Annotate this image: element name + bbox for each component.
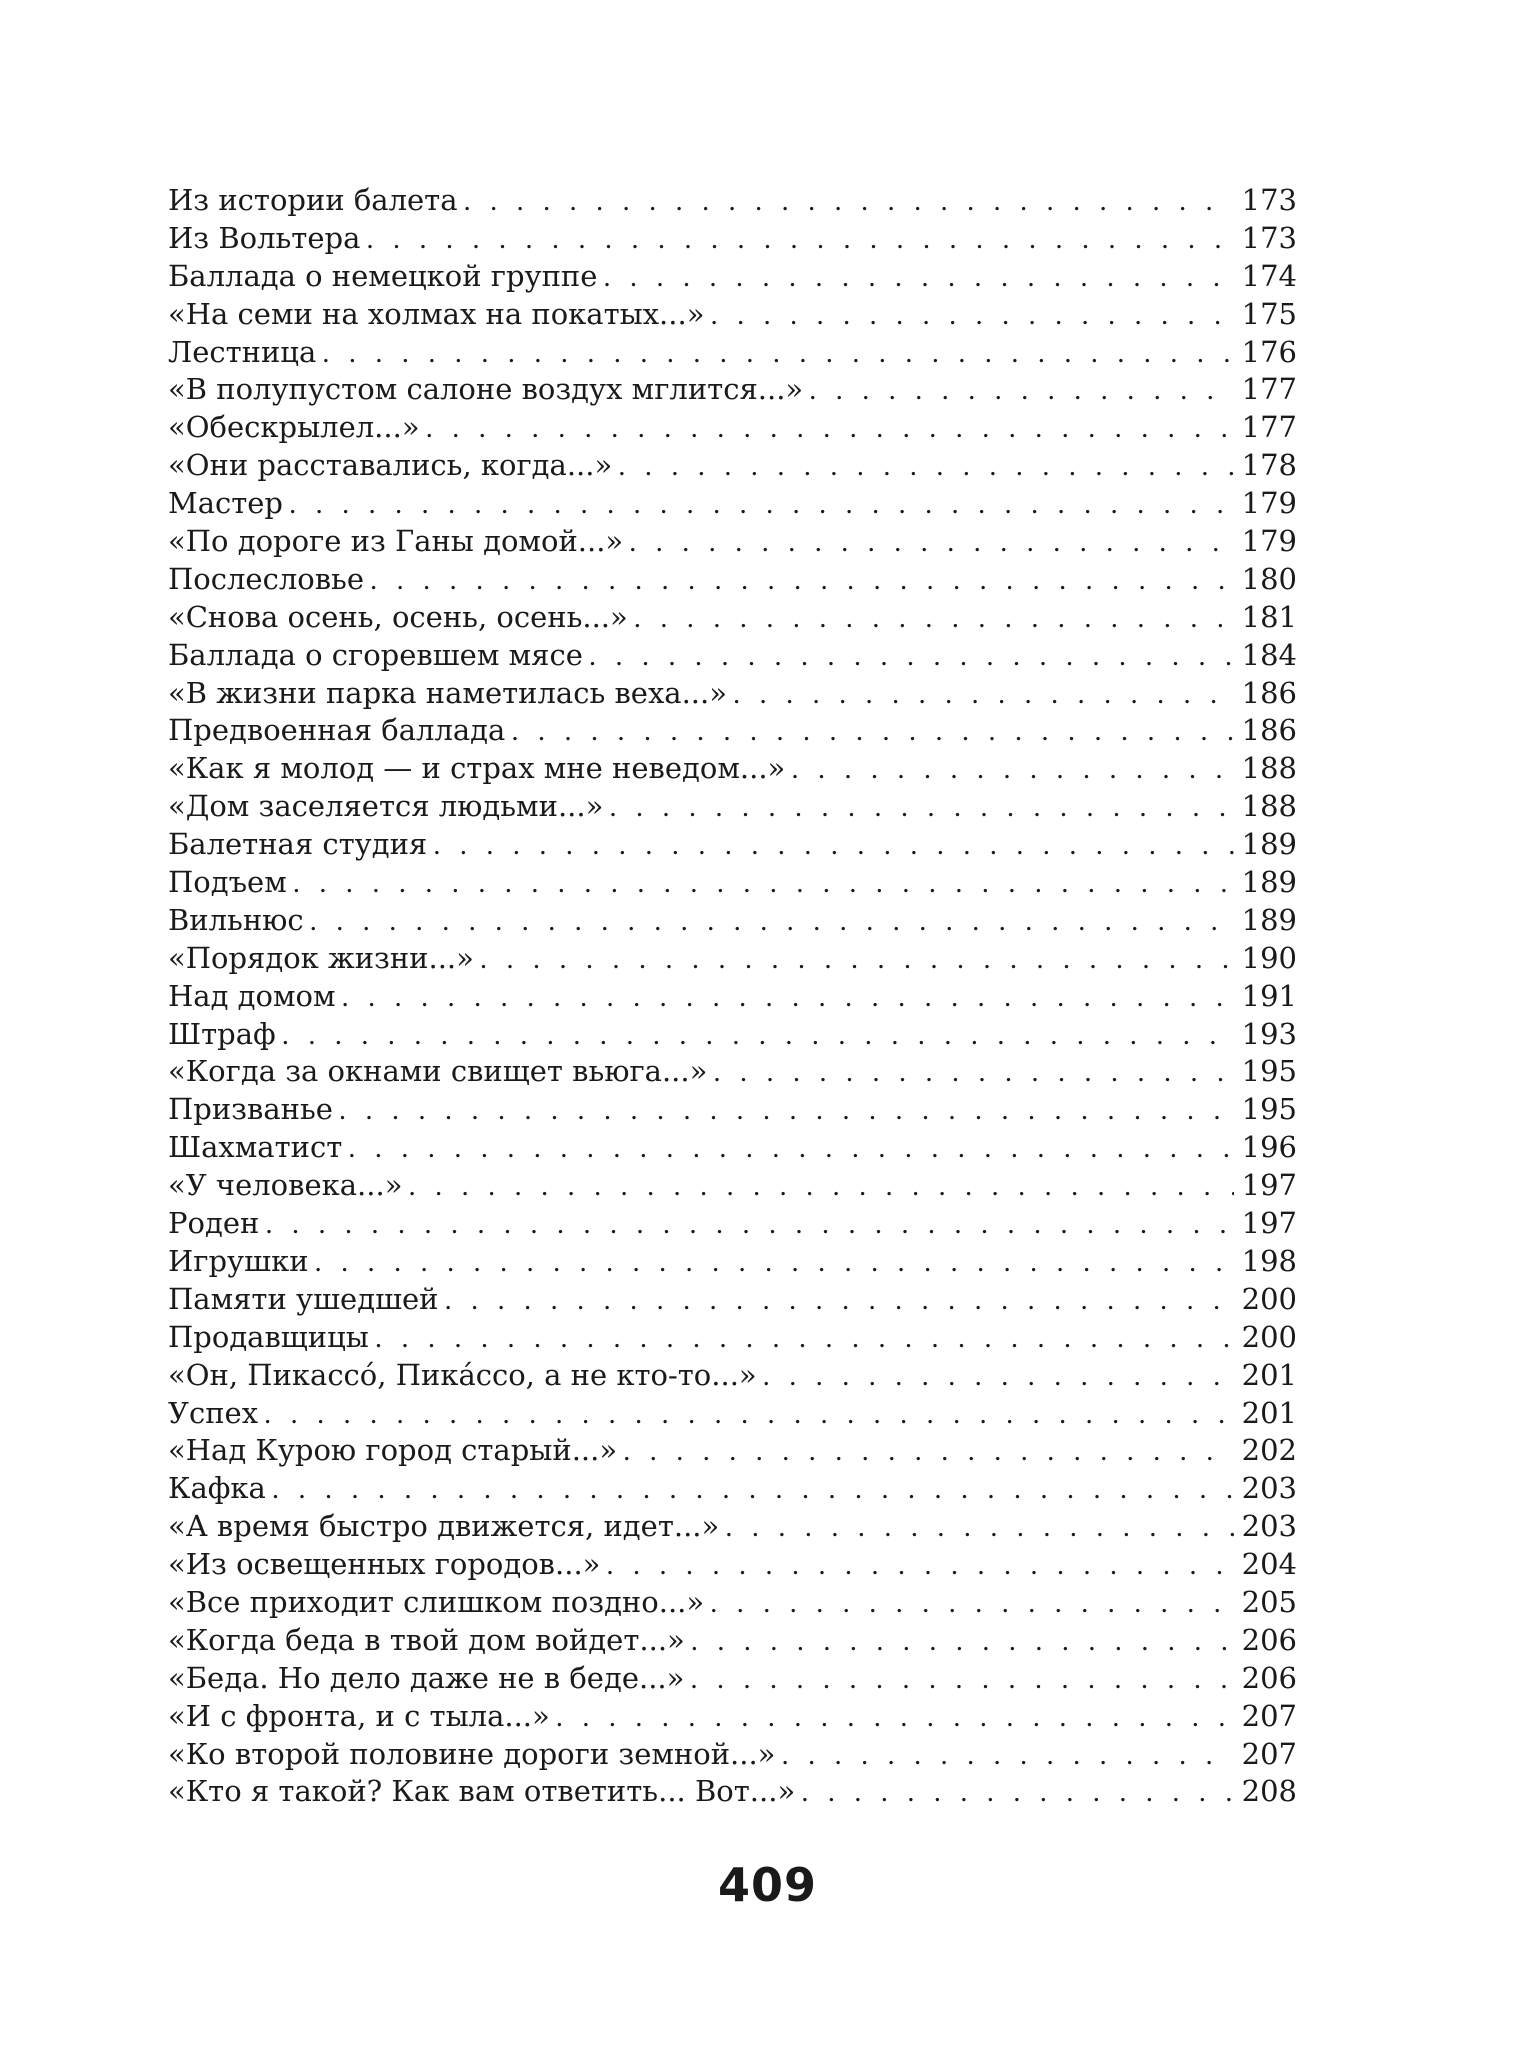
toc-entry-page: 207	[1241, 1736, 1297, 1771]
toc-entry	[168, 1281, 1297, 1319]
toc-entry-page: 177	[1241, 410, 1297, 445]
dot-leader	[809, 372, 1233, 410]
toc-entry-page: 208	[1241, 1774, 1297, 1809]
toc-entry-title: Продавщицы	[168, 1319, 369, 1354]
toc-entry-page: 205	[1241, 1584, 1297, 1619]
toc-entry	[168, 599, 1297, 637]
toc-entry-page: 195	[1241, 1092, 1297, 1127]
toc-entry-title: Над домом	[168, 978, 336, 1013]
toc-entry-title: «Порядок жизни...»	[168, 940, 474, 975]
toc-entry-title: Предвоенная баллада	[168, 713, 506, 748]
toc-entry-title: Игрушки	[168, 1243, 309, 1278]
toc-entry-page: 206	[1241, 1660, 1297, 1695]
dot-leader	[272, 1471, 1234, 1509]
toc-entry-page: 204	[1241, 1547, 1297, 1582]
toc-entry-title: «Они расставались, когда...»	[168, 448, 613, 483]
toc-entry-page: 195	[1241, 1054, 1297, 1089]
dot-leader	[609, 789, 1233, 827]
toc-entry-page: 200	[1241, 1281, 1297, 1316]
toc-entry	[168, 1167, 1297, 1205]
dot-leader	[710, 1585, 1234, 1623]
toc-entry	[168, 1395, 1297, 1433]
toc-entry-title: «И с фронта, и с тыла...»	[168, 1698, 550, 1733]
dot-leader	[265, 1206, 1233, 1244]
dot-leader	[310, 903, 1234, 941]
dot-leader	[763, 1358, 1234, 1396]
toc-entry-title: Призванье	[168, 1092, 333, 1127]
toc-entry-title: Из Вольтера	[168, 220, 361, 255]
toc-entry-title: Балетная студия	[168, 827, 428, 862]
dot-leader	[791, 751, 1233, 789]
toc-entry	[168, 1622, 1297, 1660]
toc-entry-page: 203	[1241, 1509, 1297, 1544]
dot-leader	[691, 1623, 1234, 1661]
toc-entry	[168, 675, 1297, 713]
toc-entry-page: 188	[1241, 751, 1297, 786]
toc-entry-page: 175	[1241, 296, 1297, 331]
toc-entry	[168, 940, 1297, 978]
toc-entry-title: Успех	[168, 1395, 259, 1430]
toc-entry-title: Шахматист	[168, 1130, 343, 1165]
toc-entry-title: «На семи на холмах на покатых...»	[168, 296, 705, 331]
toc-entry-title: «Над Курою город старый...»	[168, 1433, 618, 1468]
toc-entry	[168, 1205, 1297, 1243]
toc-entry-page: 173	[1241, 183, 1297, 217]
dot-leader	[713, 1054, 1233, 1092]
dot-leader	[366, 221, 1233, 259]
toc-entry-page: 180	[1241, 561, 1297, 596]
toc-entry-title: Кафка	[168, 1471, 266, 1506]
toc-entry-title: «Беда. Но дело даже не в беде...»	[168, 1660, 685, 1695]
toc-entry-page: 206	[1241, 1622, 1297, 1657]
dot-leader	[480, 941, 1234, 979]
toc-entry	[168, 447, 1297, 485]
dot-leader	[710, 297, 1233, 335]
dot-leader	[623, 1433, 1234, 1471]
toc-entry	[168, 485, 1297, 523]
toc-entry-title: Памяти ушедшей	[168, 1281, 439, 1316]
dot-leader	[289, 486, 1234, 524]
toc-entry	[168, 1660, 1297, 1698]
toc-entry-title: Лестница	[168, 334, 317, 369]
toc-entry-page: 197	[1241, 1168, 1297, 1203]
toc-entry-title: «Из освещенных городов...»	[168, 1547, 601, 1582]
page-number: 409	[717, 1858, 818, 1912]
toc-entry	[168, 220, 1297, 258]
dot-leader	[426, 410, 1234, 448]
toc-entry-title: «Он, Пикассо́, Пика́ссо, а не кто-то...»	[168, 1357, 757, 1392]
toc-entry-page: 186	[1241, 713, 1297, 748]
toc-entry-title: «Обескрылел...»	[168, 410, 420, 445]
dot-leader	[315, 1244, 1234, 1282]
toc-entry-title: Баллада о сгоревшем мясе	[168, 637, 583, 672]
toc-entry-page: 188	[1241, 789, 1297, 824]
toc-entry-page: 179	[1241, 486, 1297, 521]
toc-entry-page: 189	[1241, 902, 1297, 937]
toc-entry-page: 173	[1241, 220, 1297, 255]
dot-leader	[339, 1092, 1234, 1130]
toc-entry	[168, 1129, 1297, 1167]
toc-entry	[168, 788, 1297, 826]
table-of-contents	[168, 182, 1297, 1811]
dot-leader	[781, 1737, 1233, 1775]
dot-leader	[589, 638, 1234, 676]
toc-entry-title: Послесловье	[168, 561, 364, 596]
dot-leader	[282, 1017, 1234, 1055]
toc-entry	[168, 258, 1297, 296]
toc-entry	[168, 182, 1297, 220]
toc-entry-page: 174	[1241, 258, 1297, 293]
toc-entry	[168, 409, 1297, 447]
toc-entry-page: 191	[1241, 978, 1297, 1013]
toc-entry	[168, 371, 1297, 409]
toc-entry-title: «Все приходит слишком поздно...»	[168, 1584, 705, 1619]
dot-leader	[511, 713, 1233, 751]
toc-entry-page: 201	[1241, 1395, 1297, 1430]
toc-entry-title: «Когда за окнами свищет вьюга...»	[168, 1054, 708, 1089]
toc-entry-page: 197	[1241, 1206, 1297, 1241]
toc-entry-page: 202	[1241, 1433, 1297, 1468]
toc-entry-title: «По дороге из Ганы домой...»	[168, 524, 624, 559]
toc-entry-title: Вильнюс	[168, 902, 304, 937]
toc-entry	[168, 1470, 1297, 1508]
toc-entry	[168, 1773, 1297, 1811]
dot-leader	[375, 1320, 1234, 1358]
dot-leader	[293, 865, 1234, 903]
dot-leader	[733, 676, 1234, 714]
toc-entry-page: 184	[1241, 637, 1297, 672]
toc-entry	[168, 826, 1297, 864]
toc-entry-page: 186	[1241, 675, 1297, 710]
toc-entry-page: 190	[1241, 940, 1297, 975]
dot-leader	[342, 979, 1234, 1017]
toc-entry-page: 176	[1241, 334, 1297, 369]
toc-entry-title: «В жизни парка наметилась веха...»	[168, 675, 727, 710]
dot-leader	[348, 1130, 1233, 1168]
dot-leader	[556, 1699, 1234, 1737]
dot-leader	[618, 448, 1233, 486]
toc-entry	[168, 902, 1297, 940]
toc-entry	[168, 1016, 1297, 1054]
toc-entry-title: «Снова осень, осень, осень...»	[168, 599, 628, 634]
toc-entry	[168, 1584, 1297, 1622]
dot-leader	[322, 335, 1233, 373]
toc-entry-page: 189	[1241, 827, 1297, 862]
toc-entry-title: «В полупустом салоне воздух мглится...»	[168, 372, 804, 407]
toc-entry	[168, 1432, 1297, 1470]
toc-entry	[168, 637, 1297, 675]
dot-leader	[370, 562, 1234, 600]
toc-entry-page: 203	[1241, 1471, 1297, 1506]
dot-leader	[606, 1547, 1233, 1585]
dot-leader	[801, 1774, 1233, 1812]
toc-entry	[168, 978, 1297, 1016]
toc-entry	[168, 712, 1297, 750]
toc-entry-page: 200	[1241, 1319, 1297, 1354]
dot-leader	[464, 183, 1234, 221]
toc-entry	[168, 1319, 1297, 1357]
toc-entry-page: 198	[1241, 1243, 1297, 1278]
toc-entry-title: Роден	[168, 1206, 260, 1241]
dot-leader	[445, 1282, 1234, 1320]
toc-entry-page: 193	[1241, 1016, 1297, 1051]
dot-leader	[433, 827, 1233, 865]
toc-entry	[168, 1736, 1297, 1774]
dot-leader	[408, 1168, 1233, 1206]
toc-entry-title: «Когда беда в твой дом войдет...»	[168, 1622, 685, 1657]
toc-entry	[168, 1243, 1297, 1281]
toc-entry	[168, 561, 1297, 599]
toc-entry	[168, 334, 1297, 372]
toc-entry-page: 196	[1241, 1130, 1297, 1165]
toc-entry	[168, 864, 1297, 902]
toc-entry	[168, 1357, 1297, 1395]
toc-entry-title: Баллада о немецкой группе	[168, 258, 598, 293]
toc-entry-page: 207	[1241, 1698, 1297, 1733]
toc-entry	[168, 1546, 1297, 1584]
dot-leader	[634, 600, 1234, 638]
toc-entry	[168, 1053, 1297, 1091]
toc-entry-page: 177	[1241, 372, 1297, 407]
toc-entry-title: Из истории балета	[168, 183, 458, 217]
toc-entry-title: «А время быстро движется, идет...»	[168, 1509, 720, 1544]
dot-leader	[603, 259, 1233, 297]
toc-entry	[168, 750, 1297, 788]
toc-entry-title: Подъем	[168, 865, 287, 900]
dot-leader	[690, 1661, 1233, 1699]
toc-entry-title: «Ко второй половине дороги земной...»	[168, 1736, 776, 1771]
toc-entry-page: 181	[1241, 599, 1297, 634]
toc-entry-title: Штраф	[168, 1016, 276, 1051]
toc-entry-title: «Кто я такой? Как вам ответить... Вот...»	[168, 1774, 796, 1809]
toc-entry-title: Мастер	[168, 486, 283, 521]
toc-entry	[168, 296, 1297, 334]
toc-entry-title: «Дом заселяется людьми...»	[168, 789, 604, 824]
toc-entry-title: «У человека...»	[168, 1168, 403, 1203]
toc-entry-page: 201	[1241, 1357, 1297, 1392]
toc-entry-title: «Как я молод — и страх мне неведом...»	[168, 751, 786, 786]
toc-entry	[168, 1091, 1297, 1129]
dot-leader	[725, 1509, 1233, 1547]
toc-entry-page: 178	[1241, 448, 1297, 483]
dot-leader	[264, 1396, 1234, 1434]
toc-entry-page: 179	[1241, 524, 1297, 559]
dot-leader	[629, 524, 1233, 562]
toc-entry	[168, 1698, 1297, 1736]
toc-entry	[168, 523, 1297, 561]
toc-entry-page: 189	[1241, 865, 1297, 900]
toc-entry	[168, 1508, 1297, 1546]
